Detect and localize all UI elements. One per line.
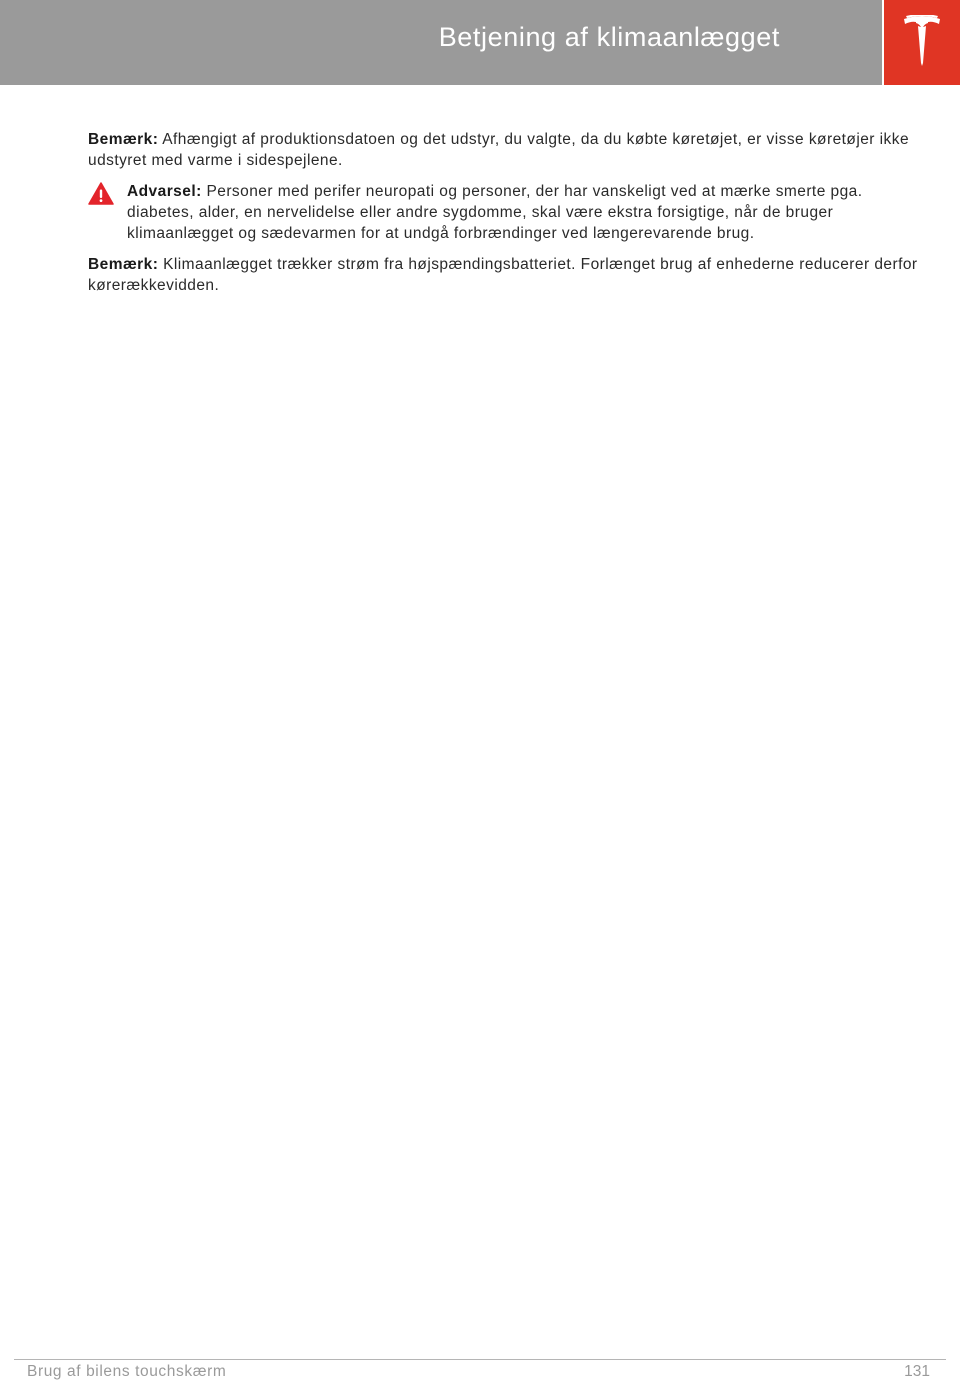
footer-divider (14, 1359, 946, 1360)
note-label: Bemærk: (88, 256, 159, 273)
warning-triangle-icon (88, 182, 114, 205)
brand-logo-box (884, 0, 960, 85)
note-text: Afhængigt af produktionsdatoen og det udstyr, du valgte, da du købte køretøjet, er visse køretøjer ikke udstyret med varme i sidespejlene. (88, 131, 910, 169)
note-paragraph (88, 254, 918, 296)
main-content (88, 129, 918, 306)
footer-section-title: Brug af bilens touchskærm (27, 1363, 227, 1380)
page-number: 131 (904, 1363, 930, 1380)
page-title: Betjening af klimaanlægget (438, 22, 780, 52)
header-band (0, 0, 882, 85)
warning-text: Personer med perifer neuropati og personer, der har vanskeligt ved at mærke smerte pga. diabetes, alder, en nervelidelse eller andre sygdomme, skal være ekstra forsigtige, når de bruger klimaanlægget og sædevarmen for at undgå forbrændinger ved længerevarende brug. (127, 183, 863, 242)
note-label: Bemærk: (88, 131, 159, 148)
note-paragraph (88, 129, 918, 171)
warning-label: Advarsel: (127, 183, 202, 200)
note-text: Klimaanlægget trækker strøm fra højspændingsbatteriet. Forlænget brug af enhederne reducerer derfor kørerækkevidden. (88, 256, 918, 294)
warning-block (88, 181, 918, 244)
tesla-t-logo-icon (902, 15, 942, 67)
